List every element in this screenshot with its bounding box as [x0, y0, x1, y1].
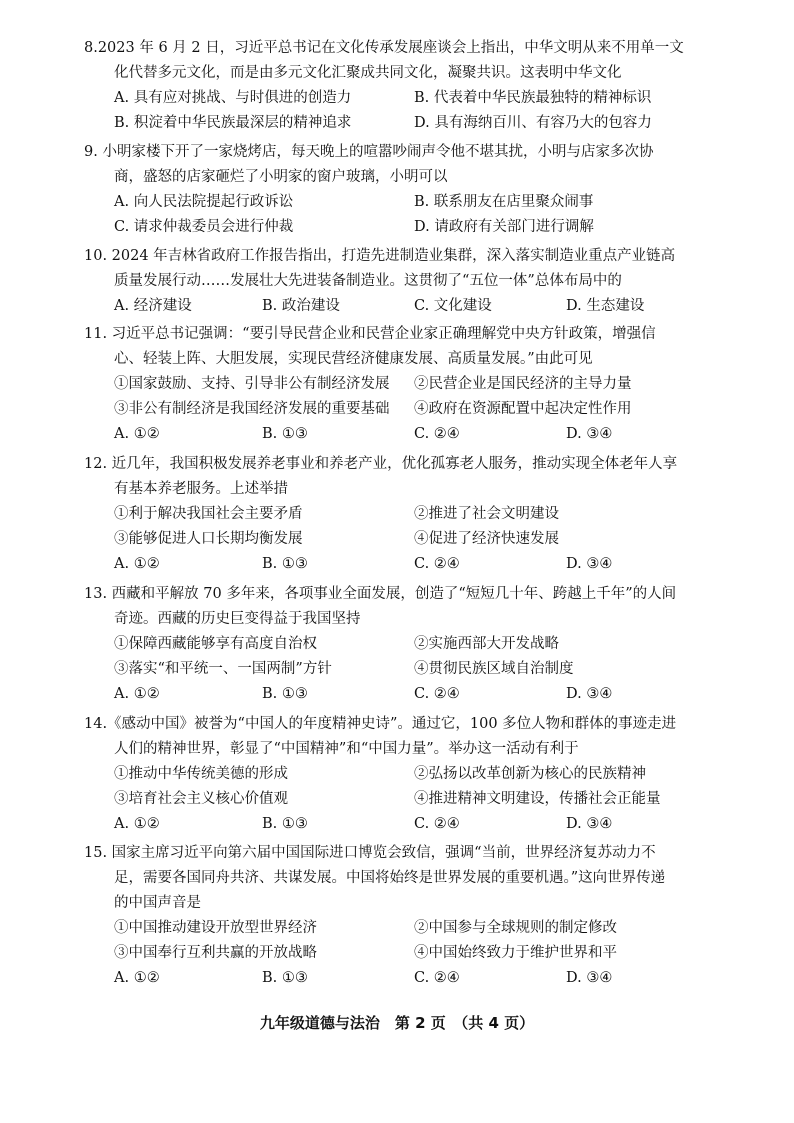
- option-a: A. 向人民法院提起行政诉讼: [114, 194, 294, 210]
- option-d: D. ③④: [566, 686, 613, 702]
- question-11: [84, 322, 724, 447]
- option-c: C. ②④: [414, 686, 460, 702]
- question-stem: 足，需要各国同舟共济、共谋发展。中国将始终是世界发展的重要机遇。”这向世界传递: [114, 870, 666, 886]
- option-row: [92, 422, 724, 447]
- statement-4: ④中国始终致力于维护世界和平: [414, 945, 617, 961]
- option-a: A. 经济建设: [114, 298, 192, 314]
- statement-2: ②实施西部大开发战略: [414, 636, 559, 652]
- statement-4: ④促进了经济快速发展: [414, 531, 559, 547]
- statement-2: ②推进了社会文明建设: [414, 506, 559, 522]
- question-14: [84, 712, 724, 837]
- option-c: C. ②④: [414, 970, 460, 986]
- option-d: D. ③④: [566, 816, 613, 832]
- option-row: [92, 111, 724, 136]
- statement-4: ④政府在资源配置中起决定性作用: [414, 401, 632, 417]
- option-c: C. ②④: [414, 556, 460, 572]
- statement-row: [92, 527, 724, 552]
- option-a: A. 具有应对挑战、与时俱进的创造力: [114, 90, 352, 106]
- statement-1: ①保障西藏能够享有高度自治权: [114, 636, 317, 652]
- option-b: B. ①③: [262, 816, 308, 832]
- question-stem: 心、轻装上阵、大胆发展，实现民营经济健康发展、高质量发展。”由此可见: [114, 351, 593, 367]
- option-b: B. 联系朋友在店里聚众闹事: [414, 194, 594, 210]
- question-stem: 14.《感动中国》被誉为“中国人的年度精神史诗”。通过它，100 多位人物和群体的事迹走进: [84, 716, 677, 732]
- question-stem: 质量发展行动……发展壮大先进装备制造业。这贯彻了“五位一体”总体布局中的: [114, 273, 622, 289]
- statement-3: ③中国奉行互利共赢的开放战略: [114, 945, 317, 961]
- statement-3: ③培育社会主义核心价值观: [114, 791, 288, 807]
- option-a: A. ①②: [114, 686, 160, 702]
- option-a: A. ①②: [114, 556, 160, 572]
- option-b: B. ①③: [262, 970, 308, 986]
- option-a: A. ①②: [114, 426, 160, 442]
- statement-4: ④推进精神文明建设，传播社会正能量: [414, 791, 661, 807]
- option-row: [92, 86, 724, 111]
- option-row: [92, 966, 724, 991]
- question-stem: 奇迹。西藏的历史巨变得益于我国坚持: [114, 611, 361, 627]
- statement-3: ③非公有制经济是我国经济发展的重要基础: [114, 401, 390, 417]
- statement-row: [92, 502, 724, 527]
- option-b: B. 政治建设: [262, 298, 340, 314]
- question-stem: 化代替多元文化，而是由多元文化汇聚成共同文化，凝聚共识。这表明中华文化: [114, 65, 622, 81]
- option-d: D. 生态建设: [566, 298, 645, 314]
- statement-row: [92, 916, 724, 941]
- question-stem: 的中国声音是: [114, 895, 201, 911]
- option-c: C. ②④: [414, 816, 460, 832]
- option-b: B. ①③: [262, 556, 308, 572]
- question-12: [84, 452, 724, 577]
- question-8: [84, 36, 724, 136]
- option-row: [92, 294, 724, 319]
- statement-1: ①中国推动建设开放型世界经济: [114, 920, 317, 936]
- statement-row: [92, 787, 724, 812]
- option-c: C. 文化建设: [414, 298, 492, 314]
- option-a: A. ①②: [114, 816, 160, 832]
- option-row: [92, 552, 724, 577]
- statement-1: ①推动中华传统美德的形成: [114, 766, 288, 782]
- question-10: [84, 244, 724, 319]
- option-b: B. ①③: [262, 686, 308, 702]
- option-d: D. 请政府有关部门进行调解: [414, 219, 594, 235]
- option-d: D. ③④: [566, 970, 613, 986]
- question-stem: 10. 2024 年吉林省政府工作报告指出，打造先进制造业集群，深入落实制造业重点产业链高: [84, 248, 676, 264]
- option-row: [92, 215, 724, 240]
- option-row: [92, 812, 724, 837]
- statement-4: ④贯彻民族区域自治制度: [414, 661, 574, 677]
- statement-1: ①国家鼓励、支持、引导非公有制经济发展: [114, 376, 390, 392]
- option-c: C. 请求仲裁委员会进行仲裁: [114, 219, 294, 235]
- option-a: A. ①②: [114, 970, 160, 986]
- statement-3: ③落实“和平统一、一国两制”方针: [114, 661, 332, 677]
- statement-3: ③能够促进人口长期均衡发展: [114, 531, 303, 547]
- option-c: B. 积淀着中华民族最深层的精神追求: [114, 115, 352, 131]
- option-b: B. 代表着中华民族最独特的精神标识: [414, 90, 652, 106]
- question-stem: 有基本养老服务。上述举措: [114, 481, 288, 497]
- option-d: D. ③④: [566, 556, 613, 572]
- question-stem: 商，盛怒的店家砸烂了小明家的窗户玻璃，小明可以: [114, 169, 448, 185]
- option-row: [92, 190, 724, 215]
- question-stem: 13. 西藏和平解放 70 多年来，各项事业全面发展，创造了“短短几十年、跨越上千年”的人间: [84, 586, 677, 602]
- page-footer: 九年级道德与法治 第 2 页 （共 4 页）: [259, 1014, 535, 1032]
- question-stem: 9. 小明家楼下开了一家烧烤店，每天晚上的喧嚣吵闹声令他不堪其扰，小明与店家多次协: [84, 144, 654, 160]
- statement-row: [92, 397, 724, 422]
- question-stem: 11. 习近平总书记强调：“要引导民营企业和民营企业家正确理解党中央方针政策，增强信: [84, 326, 656, 342]
- question-stem: 人们的精神世界，彰显了“中国精神”和“中国力量”。举办这一活动有利于: [114, 741, 579, 757]
- option-d: D. ③④: [566, 426, 613, 442]
- statement-row: [92, 762, 724, 787]
- option-c: C. ②④: [414, 426, 460, 442]
- question-13: [84, 582, 724, 707]
- option-b: B. ①③: [262, 426, 308, 442]
- question-stem: 15. 国家主席习近平向第六届中国国际进口博览会致信，强调“当前，世界经济复苏动力不: [84, 845, 656, 861]
- question-stem: 8.2023 年 6 月 2 日，习近平总书记在文化传承发展座谈会上指出，中华文明从来不用单一文: [84, 40, 684, 56]
- question-15: [84, 841, 724, 991]
- statement-row: [92, 657, 724, 682]
- question-stem: 12. 近几年，我国积极发展养老事业和养老产业，优化孤寡老人服务，推动实现全体老年人享: [84, 456, 678, 472]
- option-row: [92, 682, 724, 707]
- question-9: [84, 140, 724, 240]
- statement-2: ②中国参与全球规则的制定修改: [414, 920, 617, 936]
- statement-2: ②民营企业是国民经济的主导力量: [414, 376, 632, 392]
- option-d: D. 具有海纳百川、有容乃大的包容力: [414, 115, 652, 131]
- statement-row: [92, 372, 724, 397]
- statement-1: ①利于解决我国社会主要矛盾: [114, 506, 303, 522]
- statement-row: [92, 941, 724, 966]
- statement-row: [92, 632, 724, 657]
- statement-2: ②弘扬以改革创新为核心的民族精神: [414, 766, 646, 782]
